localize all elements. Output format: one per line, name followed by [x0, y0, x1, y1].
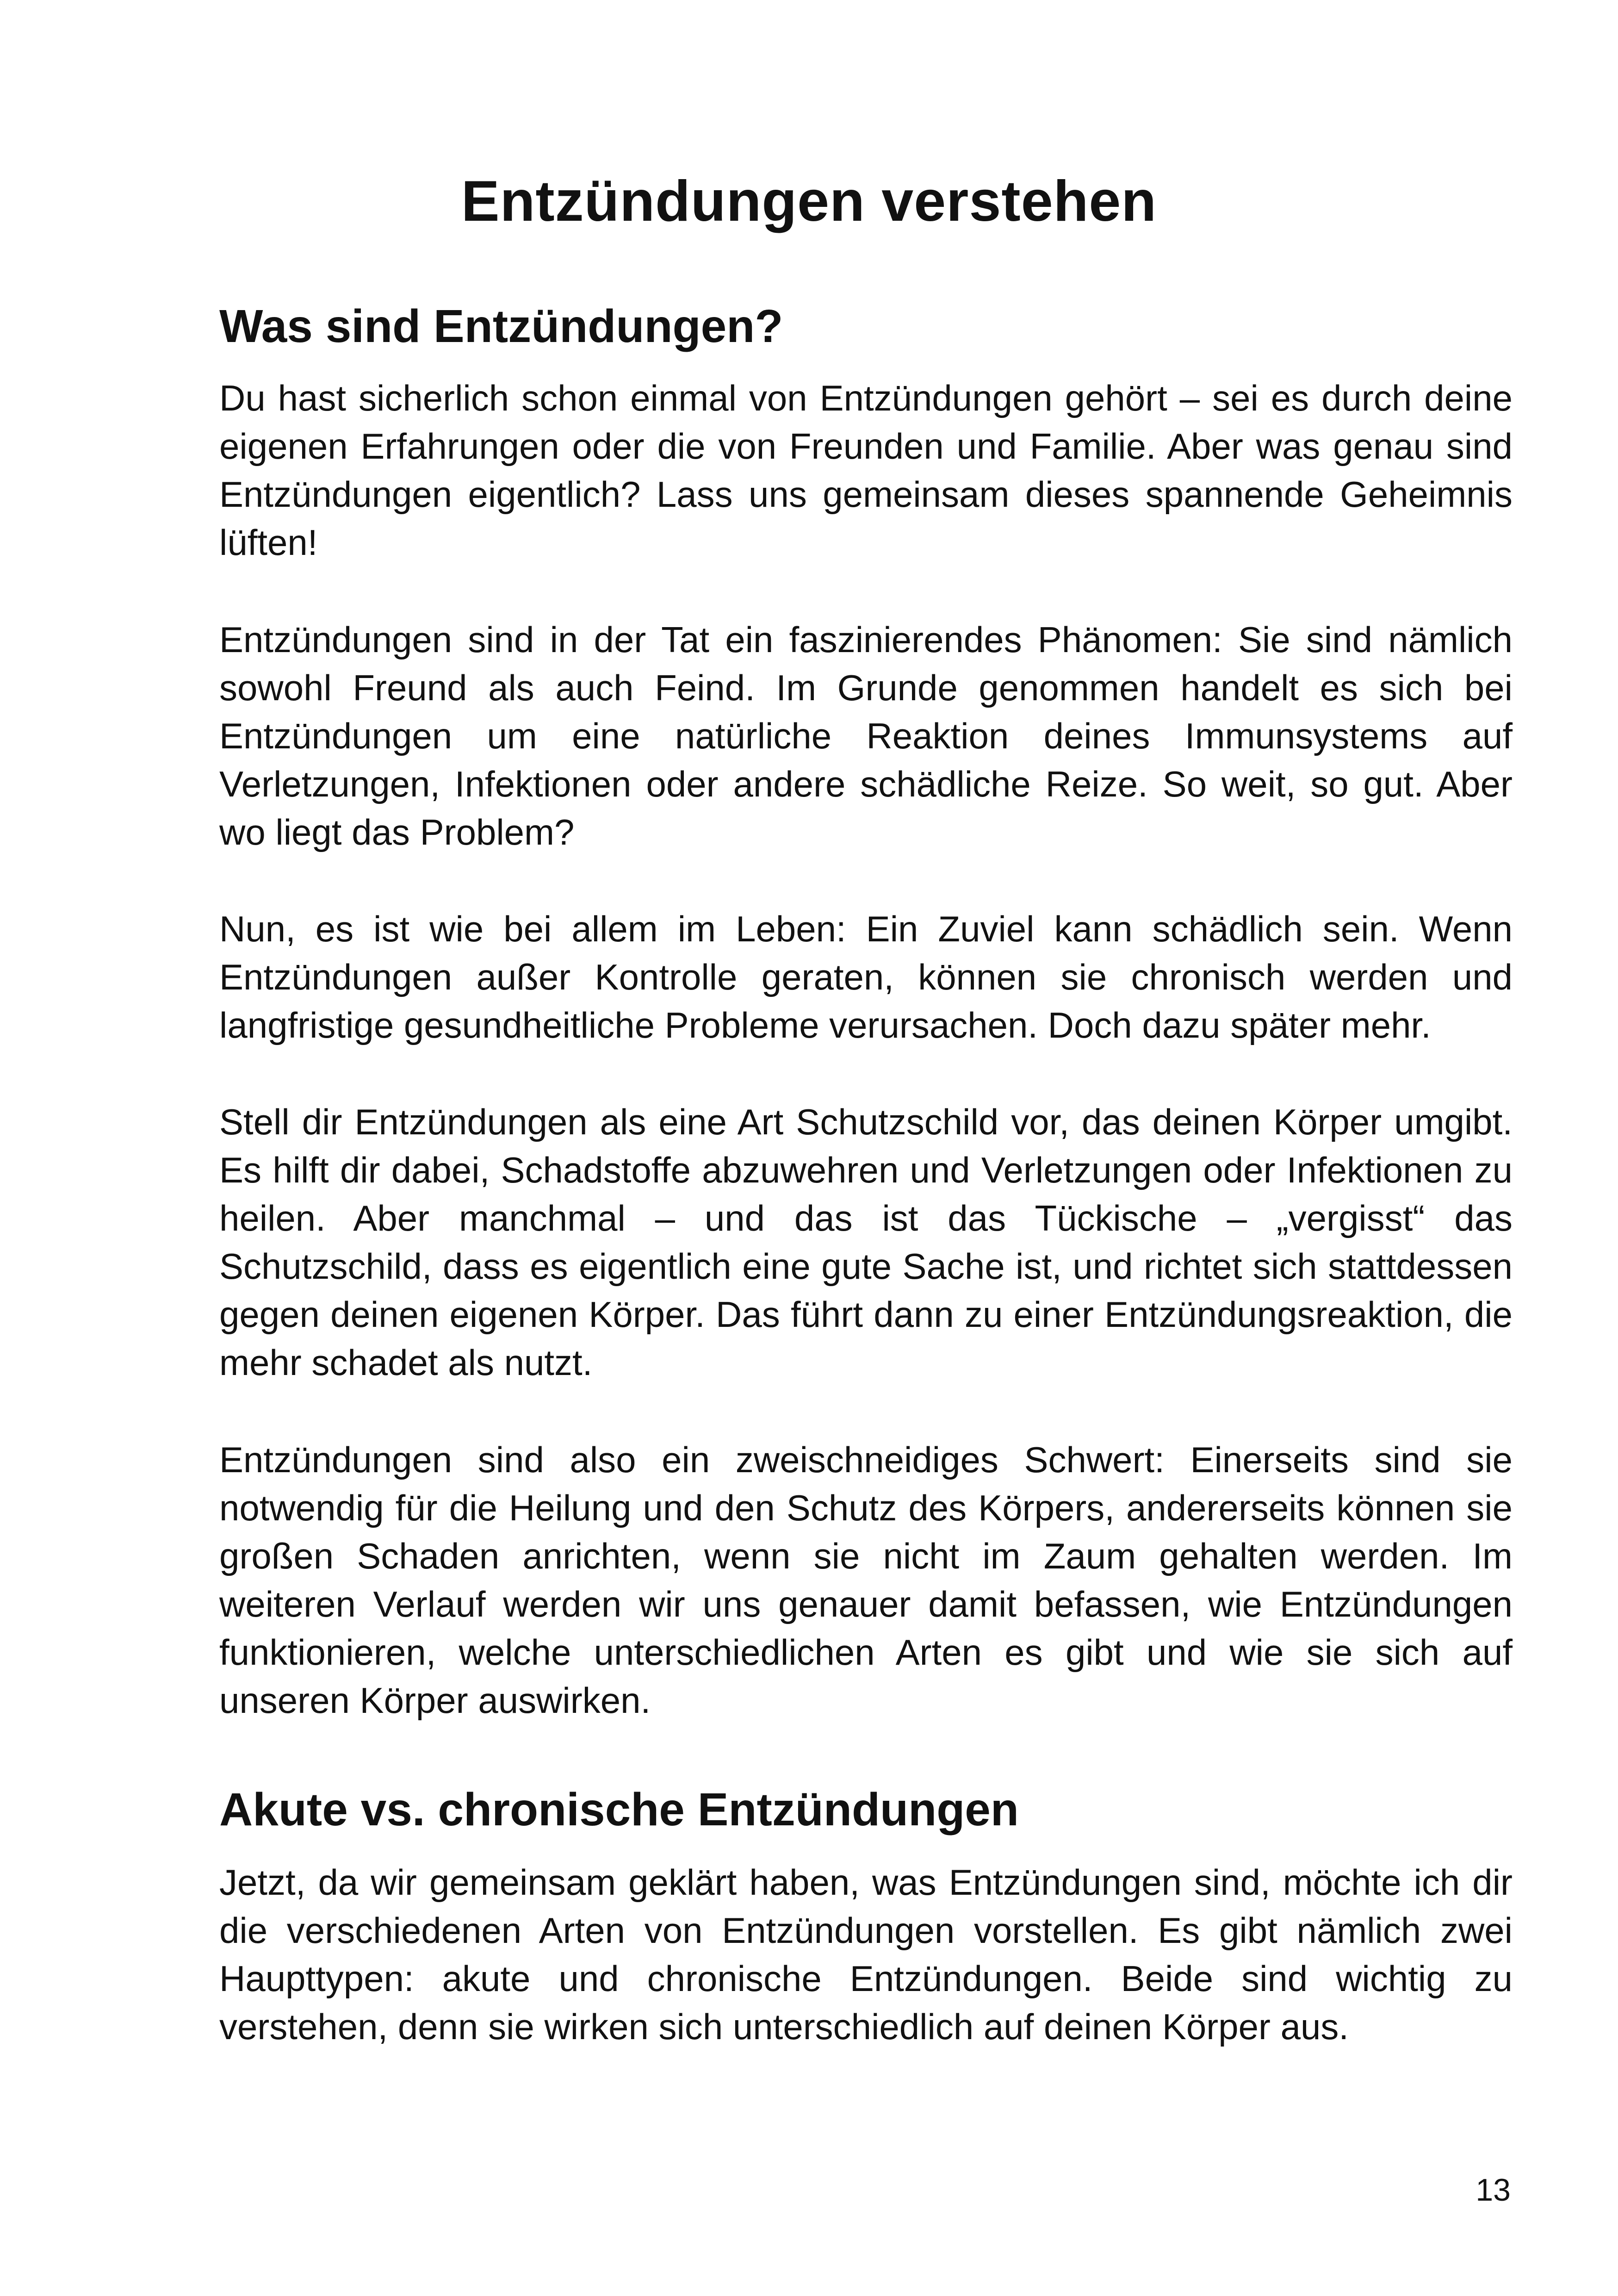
paragraph-intro: Du hast sicherlich schon einmal von Entzündungen gehört – sei es durch deine eigenen Erfahrungen oder die von Freunden und Familie. Aber was genau sind Entzündungen eigentlich? Lass uns gemeinsam dieses spannende Geheimnis lüften! [219, 378, 1513, 563]
paragraph-freund-feind: Entzündungen sind in der Tat ein faszinierendes Phänomen: Sie sind nämlich sowohl Freund als auch Feind. Im Grunde genommen handelt es sich bei Entzündungen um eine natürliche Reaktion deines Immunsystems auf Verletzungen, Infektionen oder andere schädliche Reize. So weit, so gut. Aber wo liegt das Problem? [219, 619, 1513, 852]
paragraph-haupttypen: Jetzt, da wir gemeinsam geklärt haben, was Entzündungen sind, möchte ich dir die verschiedenen Arten von Entzündungen vorstellen. Es gibt nämlich zwei Haupttypen: akute und chronische Entzündungen. Beide sind wichtig zu verstehen, denn sie wirken sich unterschiedlich auf deinen Körper aus. [219, 1862, 1513, 2047]
section-heading-akute-vs-chronische: Akute vs. chronische Entzündungen [219, 1784, 1019, 1836]
section-heading-was-sind-entzuendungen: Was sind Entzündungen? [219, 300, 783, 352]
paragraph-zuviel: Nun, es ist wie bei allem im Leben: Ein Zuviel kann schädlich sein. Wenn Entzündungen außer Kontrolle geraten, können sie chronisch werden und langfristige gesundheitliche Probleme verursachen. Doch dazu später mehr. [219, 908, 1513, 1045]
paragraph-schwert: Entzündungen sind also ein zweischneidiges Schwert: Einerseits sind sie notwendig für die Heilung und den Schutz des Körpers, andererseits können sie großen Schaden anrichten, wenn sie nicht im Zaum gehalten werden. Im weiteren Verlauf werden wir uns genauer damit befassen, wie Entzündungen funktionieren, welche unterschiedlichen Arten es gibt und wie sie sich auf unseren Körper auswirken. [219, 1439, 1513, 1721]
paragraph-schutzschild: Stell dir Entzündungen als eine Art Schutzschild vor, das deinen Körper umgibt. Es hilft dir dabei, Schadstoffe abzuwehren und Verletzungen oder Infektionen zu heilen. Aber manchmal – und das ist das Tückische – „vergisst“ das Schutzschild, dass es eigentlich eine gute Sache ist, und richtet sich stattdessen gegen deinen eigenen Körper. Das führt dann zu einer Entzündungsreaktion, die mehr schadet als nutzt. [219, 1101, 1513, 1383]
page-title: Entzündungen verstehen [461, 169, 1157, 233]
page-number: 13 [1475, 2172, 1511, 2208]
